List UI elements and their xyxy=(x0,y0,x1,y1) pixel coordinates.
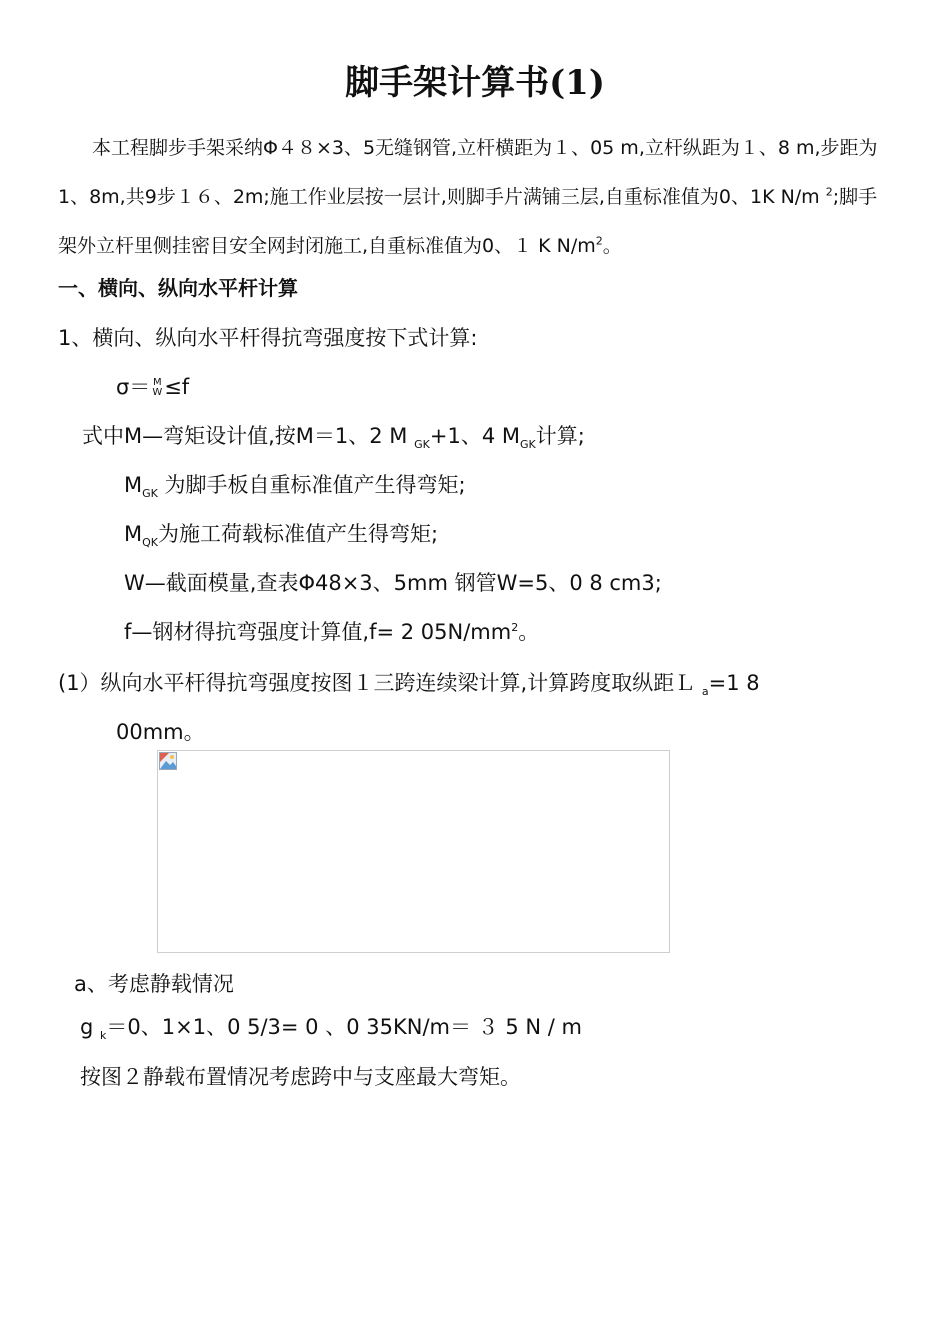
formula xyxy=(116,371,189,403)
superscript: 2 xyxy=(595,234,603,248)
definition-w: W—截面模量,查表Φ48×3、5mm 钢管W=5、0 8 cm3; xyxy=(124,571,662,595)
subscript: k xyxy=(100,1029,107,1043)
intro-line-1: 本工程脚步手架采纳Φ４８×3、5无缝钢管,立杆横距为１、05 m,立杆纵距为１、8 m,步距为 xyxy=(92,137,878,159)
formula-rhs: ≤f xyxy=(164,375,190,399)
paragraph-1-end: =1 8 xyxy=(708,671,760,695)
intro-line-3-text: 架外立杆里侧挂密目安全网封闭施工,自重标准值为0、１ K N/m xyxy=(58,235,596,257)
definition-f-end: 。 xyxy=(518,620,540,644)
broken-image-icon xyxy=(159,752,177,770)
case-a: a、考虑静载情况 xyxy=(74,972,234,996)
intro-line-2 xyxy=(58,173,898,222)
formula-lhs: σ＝ xyxy=(116,375,151,399)
definition-mgk xyxy=(124,469,466,501)
symbol: M xyxy=(124,473,143,497)
definition-text: 为脚手板自重标准值产生得弯矩; xyxy=(157,473,466,497)
fraction-denominator: W xyxy=(152,387,163,398)
definition-m xyxy=(82,420,585,452)
subscript: GK xyxy=(142,487,158,501)
fraction-numerator: M xyxy=(152,377,162,388)
subscript: QK xyxy=(142,536,158,550)
definition-text: 为施工荷载标准值产生得弯矩; xyxy=(158,522,439,546)
superscript: 2 xyxy=(511,621,519,634)
definition-m-text: 式中M—弯矩设计值,按M＝1、2 M xyxy=(82,424,415,448)
intro-line-2-end: ;脚手 xyxy=(832,186,878,208)
subscript: GK xyxy=(414,438,430,452)
superscript: 2 xyxy=(825,185,833,199)
section-heading: 一、横向、纵向水平杆计算 xyxy=(58,276,298,300)
paragraph-1-line-2: 00mm。 xyxy=(116,720,205,744)
definition-mqk xyxy=(124,518,438,550)
intro-line-3 xyxy=(58,222,898,271)
intro-line-2-text: 1、8m,共9步１６、2m;施工作业层按一层计,则脚手片满铺三层,自重标准值为0、1K N/m xyxy=(58,186,826,208)
intro-line-3-end: 。 xyxy=(602,235,622,257)
load-sentence: 按图２静载布置情况考虑跨中与支座最大弯矩。 xyxy=(80,1065,521,1089)
symbol: M xyxy=(124,522,143,546)
symbol: g xyxy=(80,1015,101,1039)
definition-f-text: f—钢材得抗弯强度计算值,f= 2 05N/mm xyxy=(124,620,512,644)
gk-text: ＝0、1×1、0 5/3= 0 、0 35KN/m＝ ３ 5 N / m xyxy=(106,1015,582,1039)
definition-m-mid: +1、4 M xyxy=(429,424,520,448)
definition-m-end: 计算; xyxy=(535,424,585,448)
item-1: 1、横向、纵向水平杆得抗弯强度按下式计算: xyxy=(58,326,478,350)
gk-formula xyxy=(80,1011,582,1043)
paragraph-1-text: (1）纵向水平杆得抗弯强度按图１三跨连续梁计算,计算跨度取纵距Ｌ xyxy=(58,671,702,695)
page-title: 脚手架计算书(1) xyxy=(345,63,605,103)
subscript: GK xyxy=(519,438,536,452)
figure-placeholder xyxy=(157,750,670,953)
intro-paragraph xyxy=(58,124,898,271)
formula-fraction xyxy=(152,378,162,398)
paragraph-1 xyxy=(58,667,760,699)
definition-f xyxy=(124,616,539,648)
subscript: a xyxy=(701,685,709,699)
